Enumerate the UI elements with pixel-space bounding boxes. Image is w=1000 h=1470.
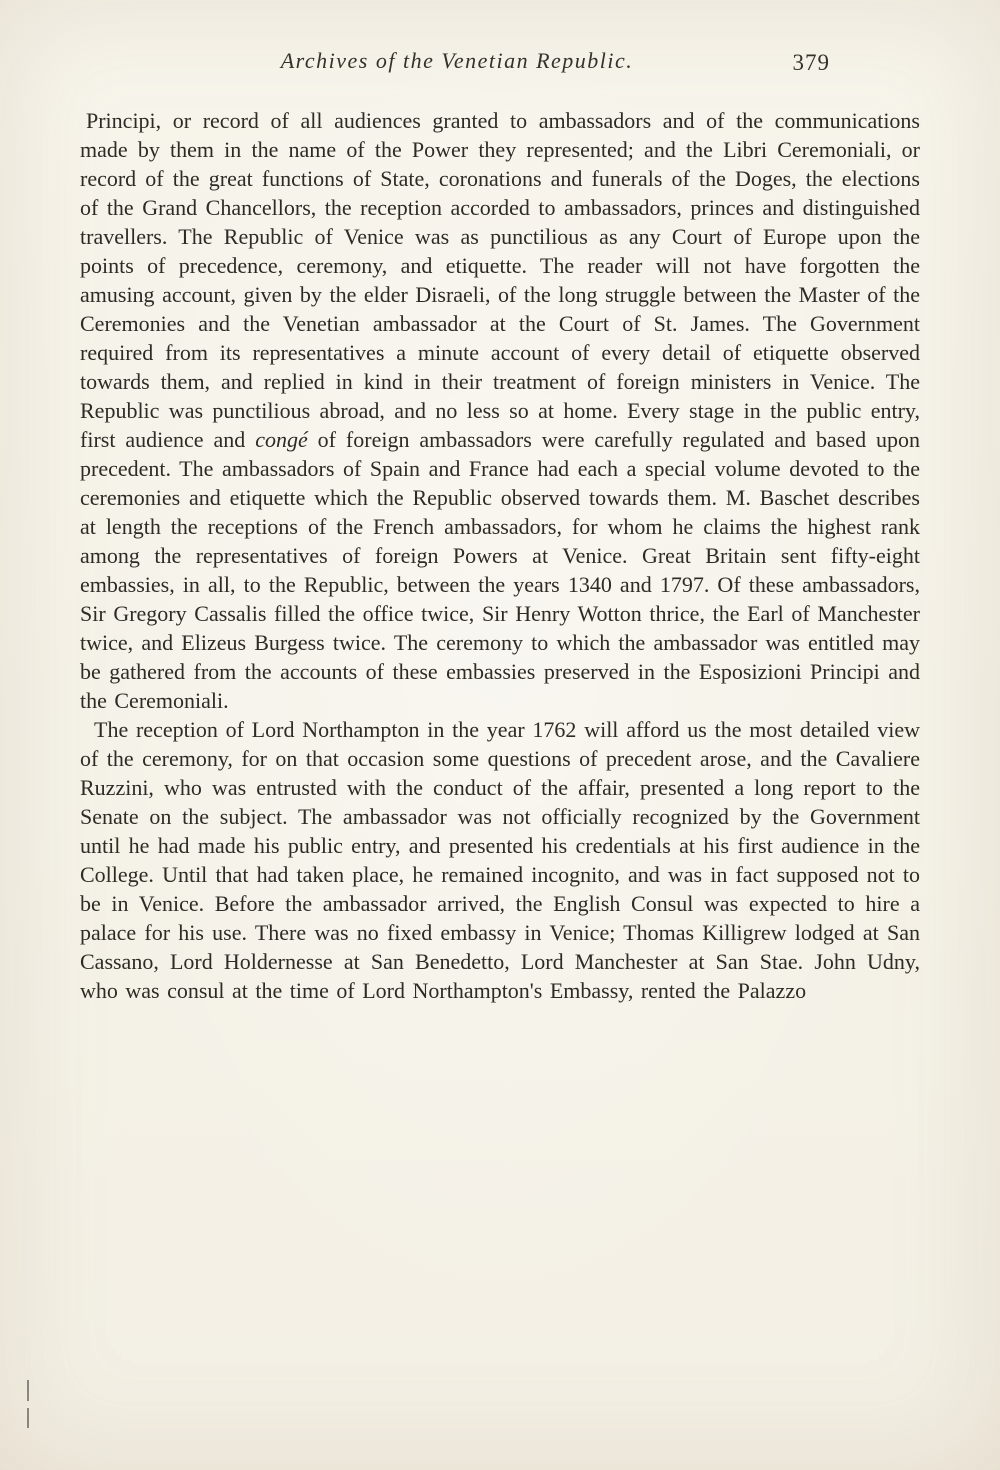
page-header <box>80 48 920 82</box>
running-title: Archives of the Venetian Republic. <box>280 48 634 73</box>
italic-run: congé <box>255 427 308 452</box>
text-run: The reception of Lord Northampton in the year 1762 will afford us the most detailed view of the ceremony, for on that occasion some questions of precedent arose, and the Cavaliere Ruzzini, who was entrusted with the conduct of the affair, presented a long report to the Senate on the subject. The ambassador was not officially recognized by the Government until he had made his public entry, and presented his credentials at his first audience in the College. Until that had taken place, he remained incognito, and was in fact supposed not to be in Venice. Before the ambassador arrived, the English Consul was expected to hire a palace for his use. There was no fixed embassy in Venice; Thomas Killigrew lodged at San Cassano, Lord Holdernesse at San Benedetto, Lord Manchester at San Stae. John Udny, who was consul at the time of Lord Northampton's Embassy, rented the Palazzo <box>80 717 920 1003</box>
scan-edge-artifact <box>27 1380 30 1428</box>
paragraph <box>80 106 920 715</box>
text-run: of foreign ambassadors were carefully regulated and based upon precedent. The ambassadors of Spain and France had each a special volume devoted to the ceremonies and etiquette which the Republic observed towards them. M. Baschet describes at length the receptions of the French ambassadors, for whom he claims the highest rank among the representatives of foreign Powers at Venice. Great Britain sent fifty-eight embassies, in all, to the Republic, between the years 1340 and 1797. Of these ambassadors, Sir Gregory Cassalis filled the office twice, Sir Henry Wotton thrice, the Earl of Manchester twice, and Elizeus Burgess twice. The ceremony to which the ambassador was entitled may be gathered from the accounts of these embassies preserved in the Esposizioni Principi and the Ceremoniali. <box>80 427 921 713</box>
text-run: Principi, or record of all audiences granted to ambassadors and of the communications made by them in the name of the Power they represented; and the Libri Ceremoniali, or record of the great functions of State, coronations and funerals of the Doges, the elections of the Grand Chancellors, the reception accorded to ambassadors, princes and distinguished travellers. The Republic of Venice was as punctilious as any Court of Europe upon the points of precedence, ceremony, and etiquette. The reader will not have forgotten the amusing account, given by the elder Disraeli, of the long struggle between the Master of the Ceremonies and the Venetian ambassador at the Court of St. James. The Government required from its representatives a minute account of every detail of etiquette observed towards them, and replied in kind in their treatment of foreign ministers in Venice. The Republic was punctilious abroad, and no less so at home. Every stage in the public entry, first audience and <box>80 108 920 452</box>
paragraph <box>80 715 920 1005</box>
page-number: 379 <box>792 50 830 75</box>
scan-artifact-mark <box>27 1408 29 1429</box>
scan-artifact-mark <box>27 1380 29 1401</box>
page-body <box>80 106 920 1005</box>
